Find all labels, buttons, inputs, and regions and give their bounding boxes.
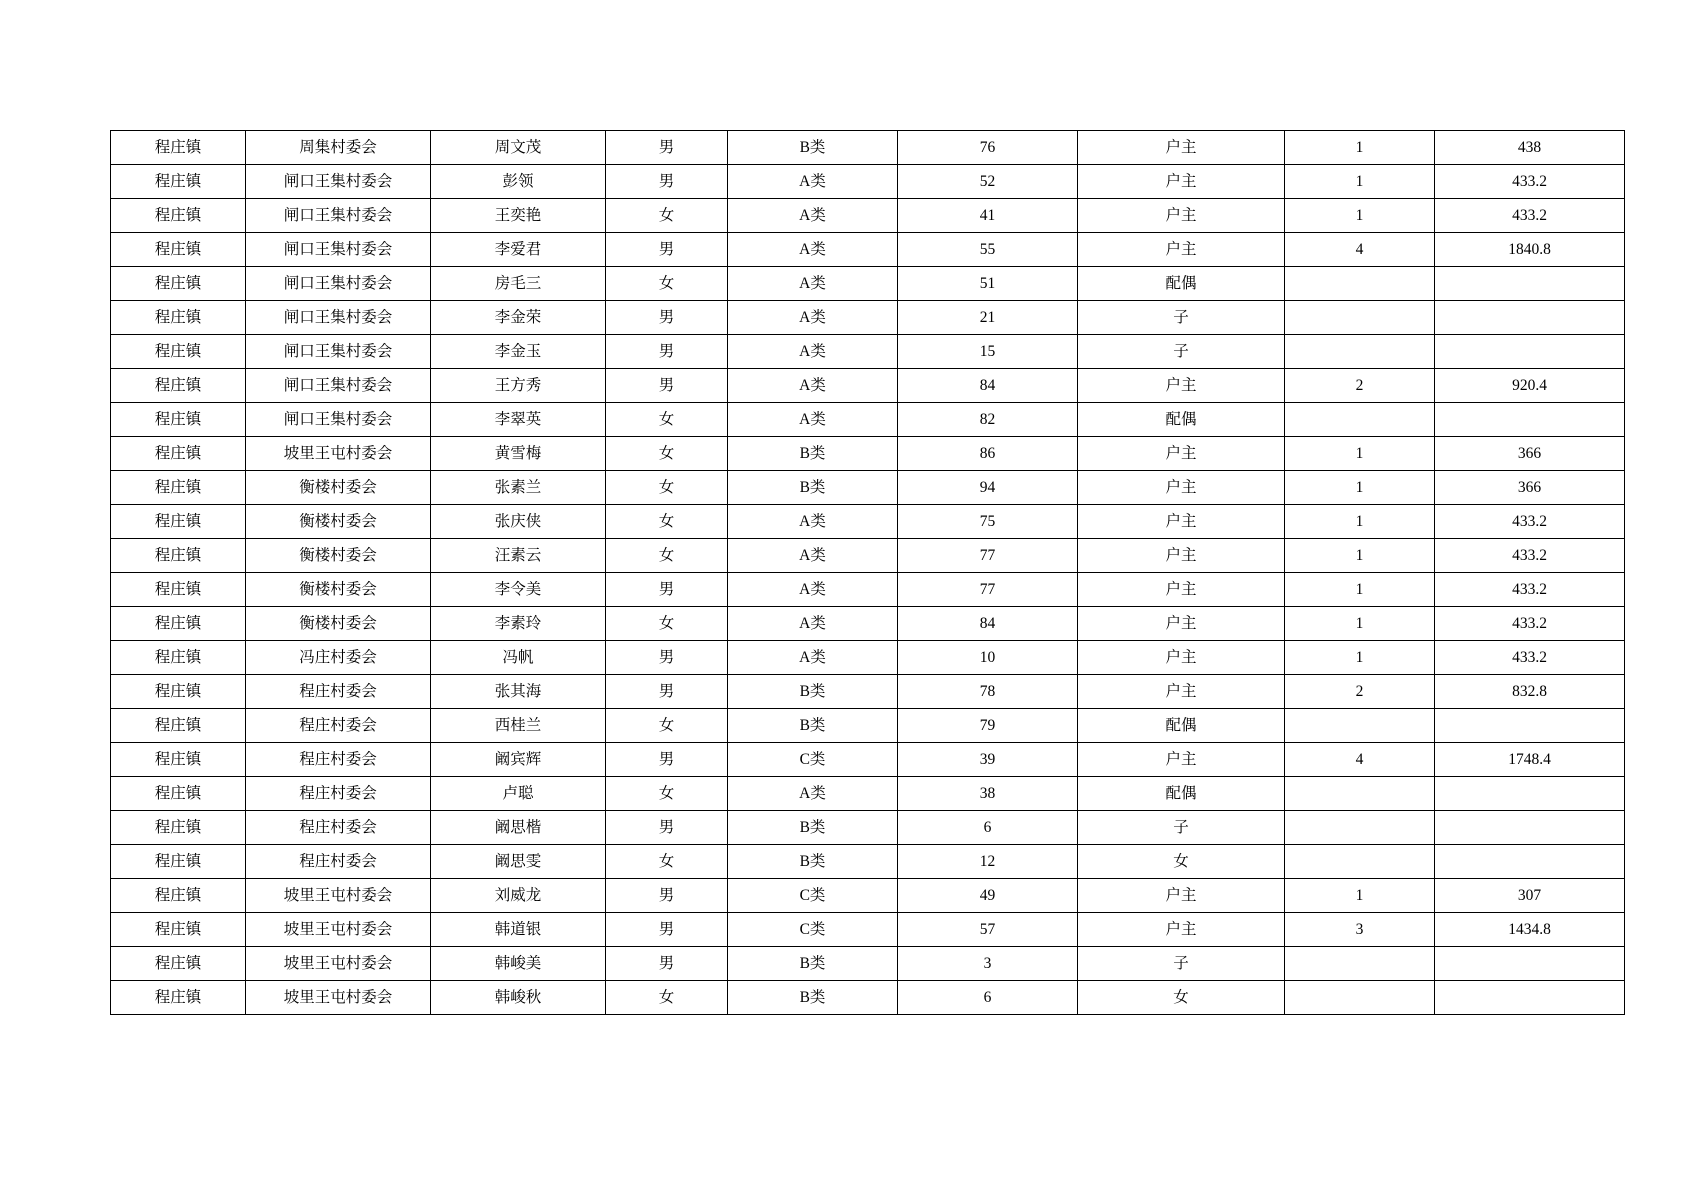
- table-cell: 户主: [1078, 131, 1285, 165]
- table-cell: [1285, 335, 1435, 369]
- table-cell: 38: [898, 777, 1078, 811]
- table-cell: 2: [1285, 675, 1435, 709]
- table-cell: 15: [898, 335, 1078, 369]
- table-row: [111, 505, 1625, 539]
- table-cell: 程庄村委会: [246, 777, 431, 811]
- table-cell: 79: [898, 709, 1078, 743]
- table-row: [111, 403, 1625, 437]
- table-cell: 阚宾辉: [431, 743, 606, 777]
- table-cell: 闸口王集村委会: [246, 233, 431, 267]
- table-cell: 闸口王集村委会: [246, 403, 431, 437]
- table-cell: 黄雪梅: [431, 437, 606, 471]
- table-cell: [1435, 403, 1625, 437]
- table-cell: 1: [1285, 199, 1435, 233]
- table-cell: 女: [606, 539, 728, 573]
- table-cell: 男: [606, 743, 728, 777]
- table-cell: 配偶: [1078, 403, 1285, 437]
- table-row: [111, 845, 1625, 879]
- table-cell: 程庄村委会: [246, 675, 431, 709]
- table-cell: 程庄村委会: [246, 811, 431, 845]
- table-cell: 女: [1078, 981, 1285, 1015]
- table-cell: 366: [1435, 437, 1625, 471]
- table-cell: A类: [728, 403, 898, 437]
- table-cell: 王奕艳: [431, 199, 606, 233]
- table-cell: 832.8: [1435, 675, 1625, 709]
- table-cell: [1435, 335, 1625, 369]
- table-cell: 配偶: [1078, 709, 1285, 743]
- table-cell: 配偶: [1078, 777, 1285, 811]
- table-cell: [1435, 301, 1625, 335]
- table-cell: 程庄镇: [111, 811, 246, 845]
- table-cell: 程庄镇: [111, 879, 246, 913]
- table-cell: 75: [898, 505, 1078, 539]
- table-cell: 1: [1285, 505, 1435, 539]
- table-cell: 程庄镇: [111, 505, 246, 539]
- table-cell: 2: [1285, 369, 1435, 403]
- table-row: [111, 641, 1625, 675]
- table-cell: 77: [898, 539, 1078, 573]
- table-cell: 程庄镇: [111, 539, 246, 573]
- table-row: [111, 811, 1625, 845]
- table-cell: 51: [898, 267, 1078, 301]
- table-cell: 女: [606, 709, 728, 743]
- table-cell: A类: [728, 573, 898, 607]
- table-cell: 冯帆: [431, 641, 606, 675]
- table-cell: B类: [728, 981, 898, 1015]
- table-cell: 衡楼村委会: [246, 471, 431, 505]
- table-cell: A类: [728, 607, 898, 641]
- table-cell: A类: [728, 539, 898, 573]
- table-cell: 男: [606, 641, 728, 675]
- table-cell: 坡里王屯村委会: [246, 981, 431, 1015]
- table-cell: 韩道银: [431, 913, 606, 947]
- table-row: [111, 879, 1625, 913]
- table-cell: B类: [728, 471, 898, 505]
- table-cell: 1: [1285, 471, 1435, 505]
- table-cell: 55: [898, 233, 1078, 267]
- table-cell: 李金玉: [431, 335, 606, 369]
- table-cell: 程庄镇: [111, 267, 246, 301]
- table-cell: 西桂兰: [431, 709, 606, 743]
- table-cell: [1435, 709, 1625, 743]
- table-cell: 1434.8: [1435, 913, 1625, 947]
- table-cell: 程庄镇: [111, 573, 246, 607]
- table-cell: 程庄村委会: [246, 845, 431, 879]
- table-row: [111, 165, 1625, 199]
- table-cell: 433.2: [1435, 539, 1625, 573]
- table-cell: 52: [898, 165, 1078, 199]
- table-cell: 卢聪: [431, 777, 606, 811]
- table-cell: 程庄村委会: [246, 709, 431, 743]
- table-cell: C类: [728, 879, 898, 913]
- table-cell: 程庄镇: [111, 369, 246, 403]
- table-cell: 女: [606, 505, 728, 539]
- table-cell: 57: [898, 913, 1078, 947]
- table-cell: [1285, 811, 1435, 845]
- table-cell: 刘威龙: [431, 879, 606, 913]
- table-cell: 男: [606, 573, 728, 607]
- table-cell: 韩峻美: [431, 947, 606, 981]
- table-cell: 39: [898, 743, 1078, 777]
- table-cell: 女: [606, 471, 728, 505]
- table-cell: 李令美: [431, 573, 606, 607]
- table-row: [111, 573, 1625, 607]
- table-cell: 女: [1078, 845, 1285, 879]
- table-cell: 张素兰: [431, 471, 606, 505]
- table-cell: 4: [1285, 743, 1435, 777]
- table-cell: 李素玲: [431, 607, 606, 641]
- table-cell: 男: [606, 369, 728, 403]
- table-cell: [1435, 845, 1625, 879]
- table-row: [111, 539, 1625, 573]
- table-cell: 闸口王集村委会: [246, 335, 431, 369]
- table-cell: 李爱君: [431, 233, 606, 267]
- table-cell: 1: [1285, 641, 1435, 675]
- table-cell: 户主: [1078, 471, 1285, 505]
- table-row: [111, 675, 1625, 709]
- table-cell: 男: [606, 947, 728, 981]
- table-cell: 户主: [1078, 437, 1285, 471]
- table-cell: 49: [898, 879, 1078, 913]
- table-cell: C类: [728, 743, 898, 777]
- table-cell: 户主: [1078, 165, 1285, 199]
- table-cell: 男: [606, 811, 728, 845]
- table-cell: [1285, 947, 1435, 981]
- table-cell: 程庄镇: [111, 301, 246, 335]
- table-cell: 子: [1078, 335, 1285, 369]
- table-cell: 6: [898, 981, 1078, 1015]
- table-cell: [1285, 981, 1435, 1015]
- table-cell: 程庄镇: [111, 403, 246, 437]
- table-cell: 4: [1285, 233, 1435, 267]
- table-cell: 坡里王屯村委会: [246, 437, 431, 471]
- table-cell: 1: [1285, 573, 1435, 607]
- table-cell: 433.2: [1435, 199, 1625, 233]
- table-cell: 阚思楷: [431, 811, 606, 845]
- table-cell: 程庄镇: [111, 641, 246, 675]
- table-cell: 程庄镇: [111, 709, 246, 743]
- table-cell: 李翠英: [431, 403, 606, 437]
- table-row: [111, 437, 1625, 471]
- table-cell: 闸口王集村委会: [246, 369, 431, 403]
- table-cell: 户主: [1078, 743, 1285, 777]
- table-cell: 366: [1435, 471, 1625, 505]
- table-cell: 程庄镇: [111, 335, 246, 369]
- table-cell: 户主: [1078, 607, 1285, 641]
- table-cell: B类: [728, 131, 898, 165]
- table-cell: 男: [606, 131, 728, 165]
- table-cell: 程庄镇: [111, 199, 246, 233]
- table-row: [111, 301, 1625, 335]
- table-cell: 6: [898, 811, 1078, 845]
- table-cell: [1435, 947, 1625, 981]
- table-cell: 坡里王屯村委会: [246, 879, 431, 913]
- table-cell: 女: [606, 403, 728, 437]
- table-cell: 韩峻秋: [431, 981, 606, 1015]
- table-cell: 李金荣: [431, 301, 606, 335]
- table-cell: 户主: [1078, 505, 1285, 539]
- table-cell: 程庄镇: [111, 947, 246, 981]
- table-cell: 衡楼村委会: [246, 505, 431, 539]
- table-cell: 程庄镇: [111, 471, 246, 505]
- table-row: [111, 981, 1625, 1015]
- table-cell: 1: [1285, 131, 1435, 165]
- table-cell: 王方秀: [431, 369, 606, 403]
- table-cell: [1285, 301, 1435, 335]
- table-cell: 户主: [1078, 641, 1285, 675]
- table-cell: 433.2: [1435, 641, 1625, 675]
- table-cell: 汪素云: [431, 539, 606, 573]
- table-cell: 程庄镇: [111, 845, 246, 879]
- table-row: [111, 267, 1625, 301]
- data-table-container: [110, 130, 1574, 1015]
- table-cell: 女: [606, 607, 728, 641]
- table-cell: [1285, 845, 1435, 879]
- table-row: [111, 199, 1625, 233]
- table-body: [111, 131, 1625, 1015]
- table-cell: 女: [606, 845, 728, 879]
- table-cell: B类: [728, 845, 898, 879]
- table-row: [111, 233, 1625, 267]
- table-row: [111, 369, 1625, 403]
- table-cell: 程庄镇: [111, 913, 246, 947]
- table-cell: 张其海: [431, 675, 606, 709]
- table-cell: 女: [606, 981, 728, 1015]
- table-cell: 78: [898, 675, 1078, 709]
- table-cell: 闸口王集村委会: [246, 199, 431, 233]
- table-cell: 84: [898, 369, 1078, 403]
- table-cell: 程庄镇: [111, 233, 246, 267]
- table-cell: 3: [1285, 913, 1435, 947]
- table-row: [111, 131, 1625, 165]
- table-cell: 张庆侠: [431, 505, 606, 539]
- table-cell: 闸口王集村委会: [246, 267, 431, 301]
- table-cell: 男: [606, 165, 728, 199]
- table-cell: 闸口王集村委会: [246, 165, 431, 199]
- table-cell: [1435, 267, 1625, 301]
- table-cell: A类: [728, 777, 898, 811]
- table-cell: 433.2: [1435, 573, 1625, 607]
- table-row: [111, 335, 1625, 369]
- table-cell: 程庄镇: [111, 437, 246, 471]
- table-cell: 男: [606, 301, 728, 335]
- table-cell: 子: [1078, 811, 1285, 845]
- table-cell: B类: [728, 675, 898, 709]
- table-cell: 女: [606, 267, 728, 301]
- table-cell: 程庄镇: [111, 777, 246, 811]
- table-cell: [1435, 981, 1625, 1015]
- table-cell: 户主: [1078, 233, 1285, 267]
- table-cell: A类: [728, 641, 898, 675]
- beneficiary-table: [110, 130, 1625, 1015]
- table-cell: 彭领: [431, 165, 606, 199]
- table-row: [111, 607, 1625, 641]
- table-cell: 户主: [1078, 539, 1285, 573]
- table-cell: 男: [606, 233, 728, 267]
- table-cell: A类: [728, 233, 898, 267]
- table-cell: A类: [728, 165, 898, 199]
- table-cell: 1: [1285, 607, 1435, 641]
- table-cell: 坡里王屯村委会: [246, 913, 431, 947]
- table-cell: 子: [1078, 947, 1285, 981]
- table-cell: 1: [1285, 165, 1435, 199]
- table-cell: 433.2: [1435, 165, 1625, 199]
- table-cell: B类: [728, 709, 898, 743]
- table-cell: 男: [606, 913, 728, 947]
- table-cell: 1748.4: [1435, 743, 1625, 777]
- table-cell: 户主: [1078, 369, 1285, 403]
- table-cell: A类: [728, 199, 898, 233]
- table-cell: 84: [898, 607, 1078, 641]
- table-cell: 户主: [1078, 199, 1285, 233]
- table-cell: 307: [1435, 879, 1625, 913]
- table-cell: 76: [898, 131, 1078, 165]
- table-cell: [1285, 267, 1435, 301]
- table-cell: 女: [606, 437, 728, 471]
- table-cell: 男: [606, 879, 728, 913]
- table-cell: 坡里王屯村委会: [246, 947, 431, 981]
- table-cell: 男: [606, 675, 728, 709]
- table-cell: 82: [898, 403, 1078, 437]
- table-cell: 920.4: [1435, 369, 1625, 403]
- table-row: [111, 743, 1625, 777]
- table-cell: 程庄镇: [111, 165, 246, 199]
- table-cell: 衡楼村委会: [246, 539, 431, 573]
- table-row: [111, 709, 1625, 743]
- table-cell: 程庄镇: [111, 131, 246, 165]
- table-cell: 10: [898, 641, 1078, 675]
- table-cell: 438: [1435, 131, 1625, 165]
- table-row: [111, 777, 1625, 811]
- table-cell: 433.2: [1435, 505, 1625, 539]
- table-cell: 程庄镇: [111, 743, 246, 777]
- table-cell: 户主: [1078, 879, 1285, 913]
- table-cell: A类: [728, 301, 898, 335]
- table-cell: 冯庄村委会: [246, 641, 431, 675]
- table-cell: 女: [606, 777, 728, 811]
- table-cell: 1: [1285, 539, 1435, 573]
- table-cell: 阚思雯: [431, 845, 606, 879]
- table-row: [111, 947, 1625, 981]
- table-cell: 94: [898, 471, 1078, 505]
- table-cell: 41: [898, 199, 1078, 233]
- table-cell: B类: [728, 947, 898, 981]
- table-cell: 配偶: [1078, 267, 1285, 301]
- table-cell: 户主: [1078, 675, 1285, 709]
- table-cell: 3: [898, 947, 1078, 981]
- table-cell: 程庄镇: [111, 607, 246, 641]
- table-cell: 程庄镇: [111, 981, 246, 1015]
- table-cell: [1435, 811, 1625, 845]
- table-cell: 房毛三: [431, 267, 606, 301]
- table-cell: 程庄镇: [111, 675, 246, 709]
- table-cell: 77: [898, 573, 1078, 607]
- table-cell: [1435, 777, 1625, 811]
- table-cell: B类: [728, 437, 898, 471]
- table-row: [111, 913, 1625, 947]
- table-cell: 男: [606, 335, 728, 369]
- table-cell: 周集村委会: [246, 131, 431, 165]
- table-cell: 433.2: [1435, 607, 1625, 641]
- table-cell: 衡楼村委会: [246, 573, 431, 607]
- table-cell: A类: [728, 335, 898, 369]
- table-cell: 闸口王集村委会: [246, 301, 431, 335]
- table-cell: A类: [728, 505, 898, 539]
- table-cell: 衡楼村委会: [246, 607, 431, 641]
- table-cell: 1: [1285, 437, 1435, 471]
- table-cell: [1285, 709, 1435, 743]
- table-cell: 子: [1078, 301, 1285, 335]
- table-cell: [1285, 403, 1435, 437]
- table-cell: 1: [1285, 879, 1435, 913]
- table-cell: 12: [898, 845, 1078, 879]
- table-cell: 户主: [1078, 573, 1285, 607]
- table-cell: B类: [728, 811, 898, 845]
- table-cell: 1840.8: [1435, 233, 1625, 267]
- table-cell: 户主: [1078, 913, 1285, 947]
- table-row: [111, 471, 1625, 505]
- table-cell: [1285, 777, 1435, 811]
- table-cell: C类: [728, 913, 898, 947]
- table-cell: 周文茂: [431, 131, 606, 165]
- table-cell: 程庄村委会: [246, 743, 431, 777]
- table-cell: 女: [606, 199, 728, 233]
- table-cell: 21: [898, 301, 1078, 335]
- table-cell: 86: [898, 437, 1078, 471]
- table-cell: A类: [728, 369, 898, 403]
- table-cell: A类: [728, 267, 898, 301]
